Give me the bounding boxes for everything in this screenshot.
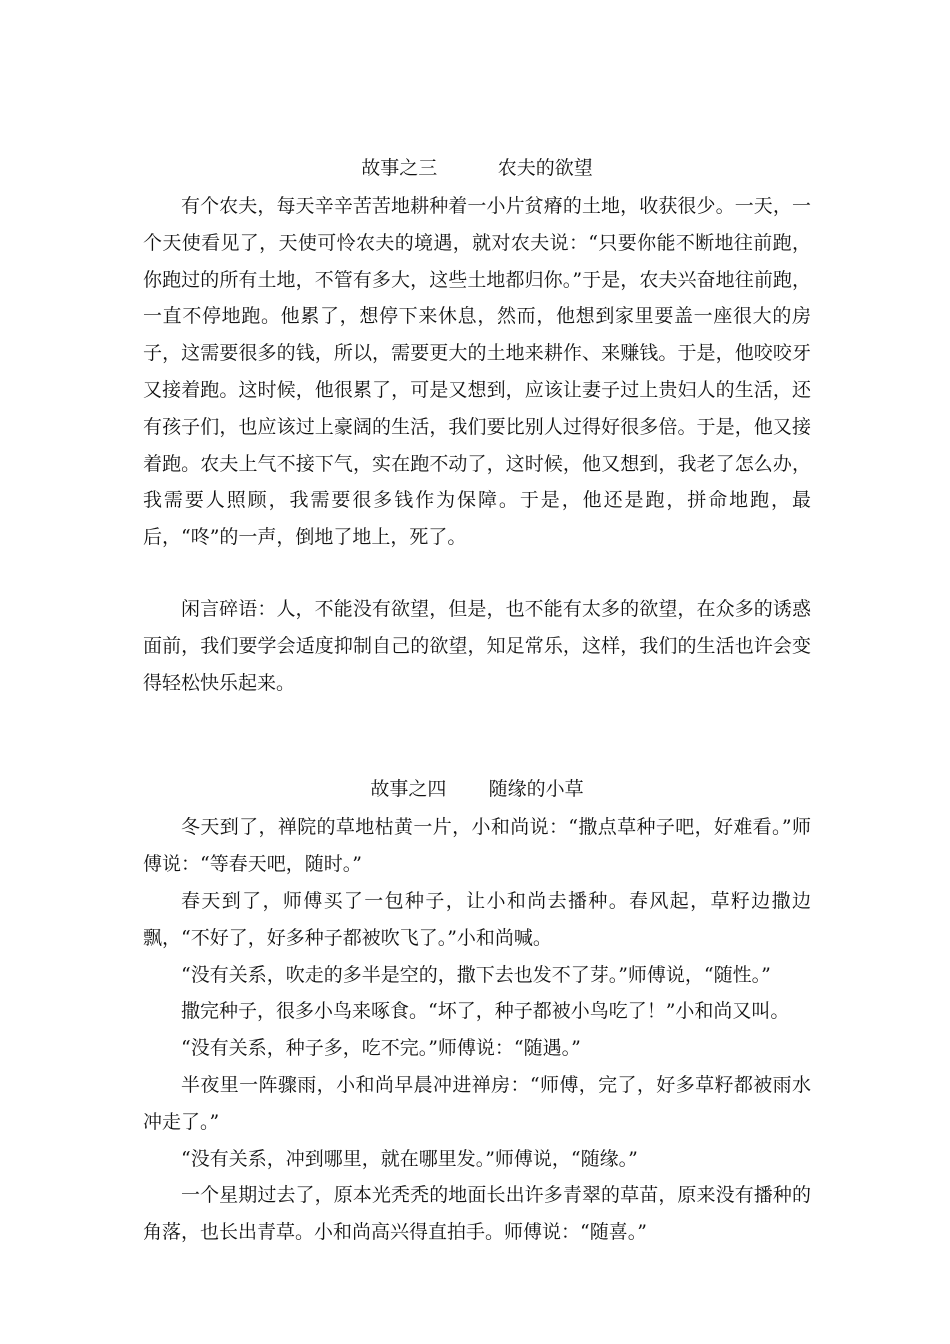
story-four-paragraph: 一个星期过去了，原本光秃秃的地面长出许多青翠的草苗，原来没有播种的角落，也长出青草。小和尚高兴得直拍手。师傅说：“随喜。” (143, 1184, 811, 1244)
story-four-paragraph: 冬天到了，禅院的草地枯黄一片，小和尚说：“撒点草种子吧，好难看。”师傅说：“等春天吧，随时。” (143, 816, 811, 876)
story-three-body: 有个农夫，每天辛辛苦苦地耕种着一小片贫瘠的土地，收获很少。一天，一个天使看见了，天使可怜农夫的境遇，就对农夫说：“只要你能不断地往前跑，你跑过的所有土地，不管有多大，这些土地都归你。”于是，农夫兴奋地往前跑，一直不停地跑。他累了，想停下来休息，然而，他想到家里要盖一座很大的房子，这需要很多的钱，所以，需要更大的土地来耕作、来赚钱。于是，他咬咬牙又接着跑。这时候，他很累了，可是又想到，应该让妻子过上贵妇人的生活，还有孩子们，也应该过上豪阔的生活，我们要比别人过得好很多倍。于是，他又接着跑。农夫上气不接下气，实在跑不动了，这时候，他又想到，我老了怎么办，我需要人照顾，我需要很多钱作为保障。于是，他还是跑，拼命地跑，最后，“咚”的一声，倒地了地上，死了。 (143, 195, 811, 549)
story-three-comment: 闲言碎语：人，不能没有欲望，但是，也不能有太多的欲望，在众多的诱惑面前，我们要学会适度抑制自己的欲望，知足常乐，这样，我们的生活也许会变得轻松快乐起来。 (143, 597, 811, 694)
document-page (143, 148, 811, 1251)
story-four-title: 故事之四 随缘的小草 (370, 778, 584, 801)
spacer (143, 556, 811, 591)
story-four-paragraph: 春天到了，师傅买了一包种子，让小和尚去播种。春风起，草籽边撒边飘，“不好了，好多种子都被吹飞了。”小和尚喊。 (143, 889, 811, 949)
story-three-title: 故事之三 农夫的欲望 (361, 157, 593, 179)
story-four-paragraph: 撒完种子，很多小鸟来啄食。“坏了，种子都被小鸟吃了！”小和尚又叫。 (181, 1000, 790, 1023)
story-four-paragraph: 半夜里一阵骤雨，小和尚早晨冲进禅房：“师傅，完了，好多草籽都被雨水冲走了。” (143, 1073, 811, 1133)
story-four-paragraph: “没有关系，吹走的多半是空的，撒下去也发不了芽。”师傅说，“随性。” (181, 963, 771, 986)
spacer (143, 701, 811, 769)
story-four-paragraph: “没有关系，冲到哪里，就在哪里发。”师傅说，“随缘。” (181, 1147, 638, 1170)
story-four-paragraph: “没有关系，种子多，吃不完。”师傅说：“随遇。” (181, 1037, 581, 1060)
